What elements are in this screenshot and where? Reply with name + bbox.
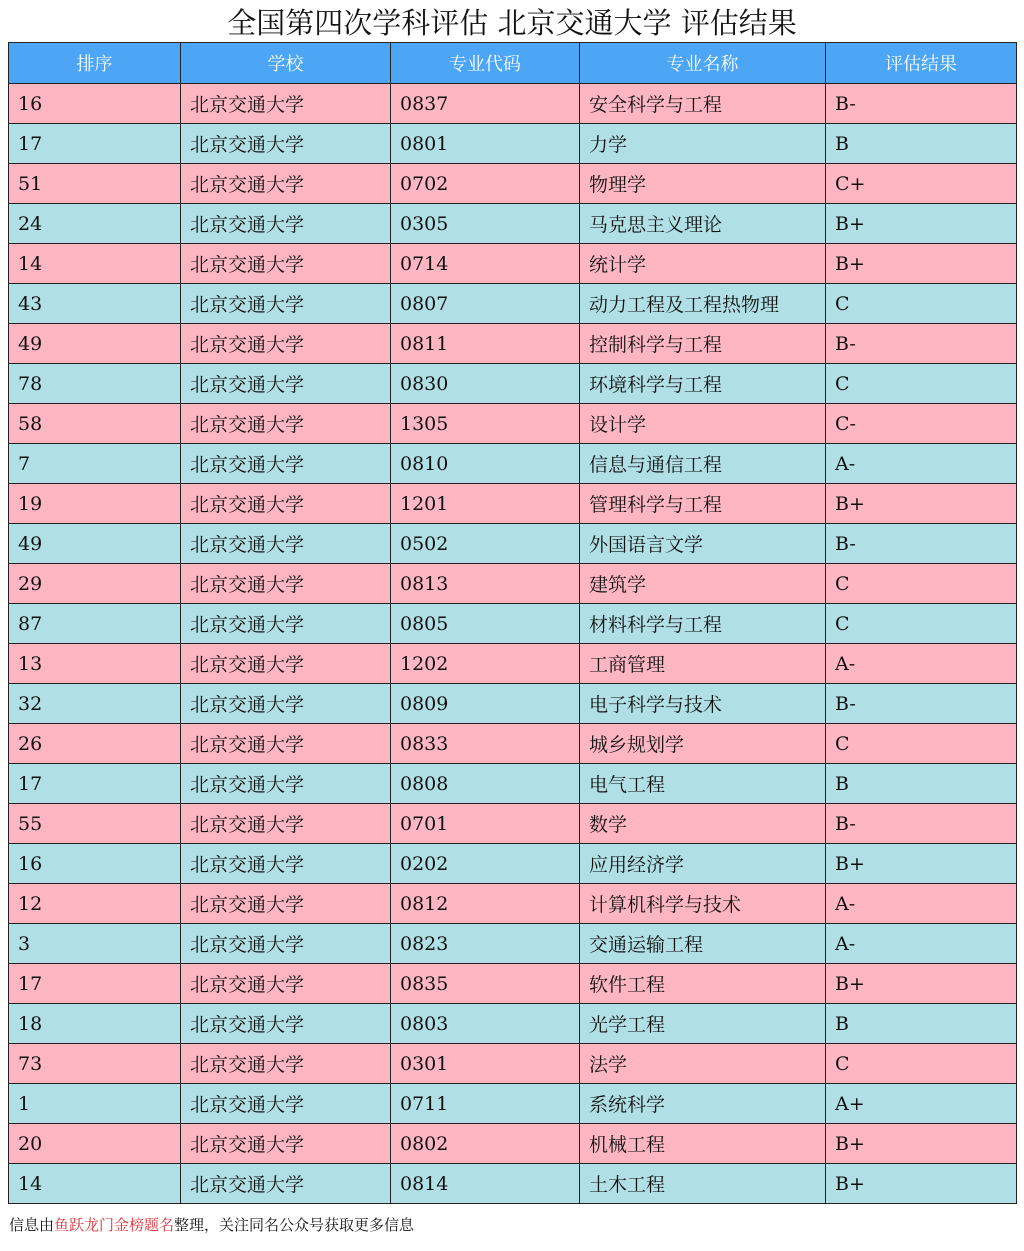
rank-cell: 17 bbox=[9, 764, 181, 804]
evaluation-table bbox=[8, 42, 1017, 1204]
school-cell: 北京交通大学 bbox=[181, 684, 391, 724]
result-cell: B bbox=[826, 764, 1017, 804]
school-cell: 北京交通大学 bbox=[181, 844, 391, 884]
table-row bbox=[9, 1124, 1017, 1164]
result-cell: A- bbox=[826, 644, 1017, 684]
column-header-school: 学校 bbox=[181, 43, 391, 84]
rank-cell: 78 bbox=[9, 364, 181, 404]
code-cell: 0702 bbox=[391, 164, 580, 204]
code-cell: 1202 bbox=[391, 644, 580, 684]
result-cell: C- bbox=[826, 404, 1017, 444]
code-cell: 0701 bbox=[391, 804, 580, 844]
rank-cell: 1 bbox=[9, 1084, 181, 1124]
footer-note bbox=[9, 1214, 414, 1235]
code-cell: 0812 bbox=[391, 884, 580, 924]
code-cell: 1201 bbox=[391, 484, 580, 524]
major-cell: 安全科学与工程 bbox=[580, 84, 826, 124]
rank-cell: 12 bbox=[9, 884, 181, 924]
footer-suffix: 整理，关注同名公众号获取更多信息 bbox=[174, 1216, 415, 1234]
rank-cell: 17 bbox=[9, 124, 181, 164]
result-cell: C bbox=[826, 284, 1017, 324]
footer-prefix: 信息由 bbox=[9, 1216, 55, 1234]
table-row bbox=[9, 324, 1017, 364]
major-cell: 建筑学 bbox=[580, 564, 826, 604]
code-cell: 0837 bbox=[391, 84, 580, 124]
column-header-code: 专业代码 bbox=[391, 43, 580, 84]
result-cell: B+ bbox=[826, 844, 1017, 884]
table-header-row bbox=[9, 43, 1017, 84]
table-row bbox=[9, 884, 1017, 924]
major-cell: 环境科学与工程 bbox=[580, 364, 826, 404]
major-cell: 电气工程 bbox=[580, 764, 826, 804]
school-cell: 北京交通大学 bbox=[181, 444, 391, 484]
table-row bbox=[9, 244, 1017, 284]
table-row bbox=[9, 364, 1017, 404]
code-cell: 0813 bbox=[391, 564, 580, 604]
result-cell: B+ bbox=[826, 244, 1017, 284]
major-cell: 系统科学 bbox=[580, 1084, 826, 1124]
table-row bbox=[9, 284, 1017, 324]
major-cell: 应用经济学 bbox=[580, 844, 826, 884]
major-cell: 物理学 bbox=[580, 164, 826, 204]
result-cell: A- bbox=[826, 884, 1017, 924]
code-cell: 0809 bbox=[391, 684, 580, 724]
major-cell: 动力工程及工程热物理 bbox=[580, 284, 826, 324]
school-cell: 北京交通大学 bbox=[181, 324, 391, 364]
table-row bbox=[9, 404, 1017, 444]
code-cell: 0810 bbox=[391, 444, 580, 484]
table-row bbox=[9, 124, 1017, 164]
rank-cell: 58 bbox=[9, 404, 181, 444]
major-cell: 力学 bbox=[580, 124, 826, 164]
school-cell: 北京交通大学 bbox=[181, 404, 391, 444]
rank-cell: 7 bbox=[9, 444, 181, 484]
result-cell: B+ bbox=[826, 484, 1017, 524]
rank-cell: 49 bbox=[9, 524, 181, 564]
table-row bbox=[9, 84, 1017, 124]
result-cell: C bbox=[826, 364, 1017, 404]
result-cell: C bbox=[826, 1044, 1017, 1084]
major-cell: 材料科学与工程 bbox=[580, 604, 826, 644]
rank-cell: 49 bbox=[9, 324, 181, 364]
rank-cell: 16 bbox=[9, 844, 181, 884]
code-cell: 0811 bbox=[391, 324, 580, 364]
school-cell: 北京交通大学 bbox=[181, 1044, 391, 1084]
major-cell: 信息与通信工程 bbox=[580, 444, 826, 484]
table-row bbox=[9, 1044, 1017, 1084]
table-row bbox=[9, 1004, 1017, 1044]
page-title: 全国第四次学科评估 北京交通大学 评估结果 bbox=[227, 6, 797, 40]
rank-cell: 14 bbox=[9, 244, 181, 284]
code-cell: 0714 bbox=[391, 244, 580, 284]
school-cell: 北京交通大学 bbox=[181, 764, 391, 804]
rank-cell: 17 bbox=[9, 964, 181, 1004]
code-cell: 1305 bbox=[391, 404, 580, 444]
result-cell: A+ bbox=[826, 1084, 1017, 1124]
table-row bbox=[9, 164, 1017, 204]
result-cell: B- bbox=[826, 324, 1017, 364]
major-cell: 光学工程 bbox=[580, 1004, 826, 1044]
school-cell: 北京交通大学 bbox=[181, 524, 391, 564]
school-cell: 北京交通大学 bbox=[181, 164, 391, 204]
result-cell: C bbox=[826, 564, 1017, 604]
result-cell: C+ bbox=[826, 164, 1017, 204]
rank-cell: 13 bbox=[9, 644, 181, 684]
rank-cell: 87 bbox=[9, 604, 181, 644]
code-cell: 0802 bbox=[391, 1124, 580, 1164]
rank-cell: 24 bbox=[9, 204, 181, 244]
result-cell: B+ bbox=[826, 1164, 1017, 1204]
result-cell: B+ bbox=[826, 964, 1017, 1004]
school-cell: 北京交通大学 bbox=[181, 884, 391, 924]
result-cell: B+ bbox=[826, 204, 1017, 244]
rank-cell: 18 bbox=[9, 1004, 181, 1044]
school-cell: 北京交通大学 bbox=[181, 644, 391, 684]
rank-cell: 3 bbox=[9, 924, 181, 964]
footer-source: 鱼跃龙门金榜题名 bbox=[54, 1216, 175, 1234]
result-cell: B- bbox=[826, 524, 1017, 564]
major-cell: 外国语言文学 bbox=[580, 524, 826, 564]
result-cell: B- bbox=[826, 684, 1017, 724]
result-cell: A- bbox=[826, 924, 1017, 964]
code-cell: 0803 bbox=[391, 1004, 580, 1044]
rank-cell: 51 bbox=[9, 164, 181, 204]
rank-cell: 55 bbox=[9, 804, 181, 844]
school-cell: 北京交通大学 bbox=[181, 244, 391, 284]
result-cell: B bbox=[826, 1004, 1017, 1044]
school-cell: 北京交通大学 bbox=[181, 1084, 391, 1124]
code-cell: 0808 bbox=[391, 764, 580, 804]
code-cell: 0835 bbox=[391, 964, 580, 1004]
code-cell: 0805 bbox=[391, 604, 580, 644]
table-row bbox=[9, 564, 1017, 604]
code-cell: 0202 bbox=[391, 844, 580, 884]
table-row bbox=[9, 204, 1017, 244]
rank-cell: 73 bbox=[9, 1044, 181, 1084]
major-cell: 软件工程 bbox=[580, 964, 826, 1004]
rank-cell: 32 bbox=[9, 684, 181, 724]
school-cell: 北京交通大学 bbox=[181, 284, 391, 324]
major-cell: 工商管理 bbox=[580, 644, 826, 684]
major-cell: 土木工程 bbox=[580, 1164, 826, 1204]
code-cell: 0830 bbox=[391, 364, 580, 404]
result-cell: B- bbox=[826, 804, 1017, 844]
rank-cell: 26 bbox=[9, 724, 181, 764]
major-cell: 电子科学与技术 bbox=[580, 684, 826, 724]
rank-cell: 43 bbox=[9, 284, 181, 324]
school-cell: 北京交通大学 bbox=[181, 84, 391, 124]
result-cell: B+ bbox=[826, 1124, 1017, 1164]
table-row bbox=[9, 804, 1017, 844]
table-row bbox=[9, 964, 1017, 1004]
school-cell: 北京交通大学 bbox=[181, 924, 391, 964]
code-cell: 0711 bbox=[391, 1084, 580, 1124]
table-row bbox=[9, 444, 1017, 484]
school-cell: 北京交通大学 bbox=[181, 1124, 391, 1164]
school-cell: 北京交通大学 bbox=[181, 604, 391, 644]
code-cell: 0301 bbox=[391, 1044, 580, 1084]
school-cell: 北京交通大学 bbox=[181, 1164, 391, 1204]
table-row bbox=[9, 764, 1017, 804]
school-cell: 北京交通大学 bbox=[181, 124, 391, 164]
table-row bbox=[9, 1164, 1017, 1204]
school-cell: 北京交通大学 bbox=[181, 564, 391, 604]
code-cell: 0502 bbox=[391, 524, 580, 564]
table-row bbox=[9, 484, 1017, 524]
school-cell: 北京交通大学 bbox=[181, 724, 391, 764]
rank-cell: 16 bbox=[9, 84, 181, 124]
rank-cell: 19 bbox=[9, 484, 181, 524]
code-cell: 0823 bbox=[391, 924, 580, 964]
table-row bbox=[9, 604, 1017, 644]
rank-cell: 14 bbox=[9, 1164, 181, 1204]
code-cell: 0305 bbox=[391, 204, 580, 244]
major-cell: 控制科学与工程 bbox=[580, 324, 826, 364]
table-row bbox=[9, 524, 1017, 564]
rank-cell: 29 bbox=[9, 564, 181, 604]
major-cell: 城乡规划学 bbox=[580, 724, 826, 764]
school-cell: 北京交通大学 bbox=[181, 1004, 391, 1044]
major-cell: 设计学 bbox=[580, 404, 826, 444]
major-cell: 法学 bbox=[580, 1044, 826, 1084]
school-cell: 北京交通大学 bbox=[181, 484, 391, 524]
table-row bbox=[9, 684, 1017, 724]
table-row bbox=[9, 1084, 1017, 1124]
result-cell: B- bbox=[826, 84, 1017, 124]
result-cell: A- bbox=[826, 444, 1017, 484]
result-cell: C bbox=[826, 724, 1017, 764]
column-header-major: 专业名称 bbox=[580, 43, 826, 84]
major-cell: 统计学 bbox=[580, 244, 826, 284]
school-cell: 北京交通大学 bbox=[181, 804, 391, 844]
school-cell: 北京交通大学 bbox=[181, 204, 391, 244]
code-cell: 0814 bbox=[391, 1164, 580, 1204]
result-cell: B bbox=[826, 124, 1017, 164]
major-cell: 交通运输工程 bbox=[580, 924, 826, 964]
major-cell: 计算机科学与技术 bbox=[580, 884, 826, 924]
major-cell: 机械工程 bbox=[580, 1124, 826, 1164]
major-cell: 马克思主义理论 bbox=[580, 204, 826, 244]
school-cell: 北京交通大学 bbox=[181, 364, 391, 404]
school-cell: 北京交通大学 bbox=[181, 964, 391, 1004]
column-header-result: 评估结果 bbox=[826, 43, 1017, 84]
rank-cell: 20 bbox=[9, 1124, 181, 1164]
code-cell: 0833 bbox=[391, 724, 580, 764]
major-cell: 数学 bbox=[580, 804, 826, 844]
table-row bbox=[9, 924, 1017, 964]
table-row bbox=[9, 844, 1017, 884]
table-row bbox=[9, 724, 1017, 764]
major-cell: 管理科学与工程 bbox=[580, 484, 826, 524]
code-cell: 0801 bbox=[391, 124, 580, 164]
table-row bbox=[9, 644, 1017, 684]
result-cell: C bbox=[826, 604, 1017, 644]
column-header-rank: 排序 bbox=[9, 43, 181, 84]
code-cell: 0807 bbox=[391, 284, 580, 324]
